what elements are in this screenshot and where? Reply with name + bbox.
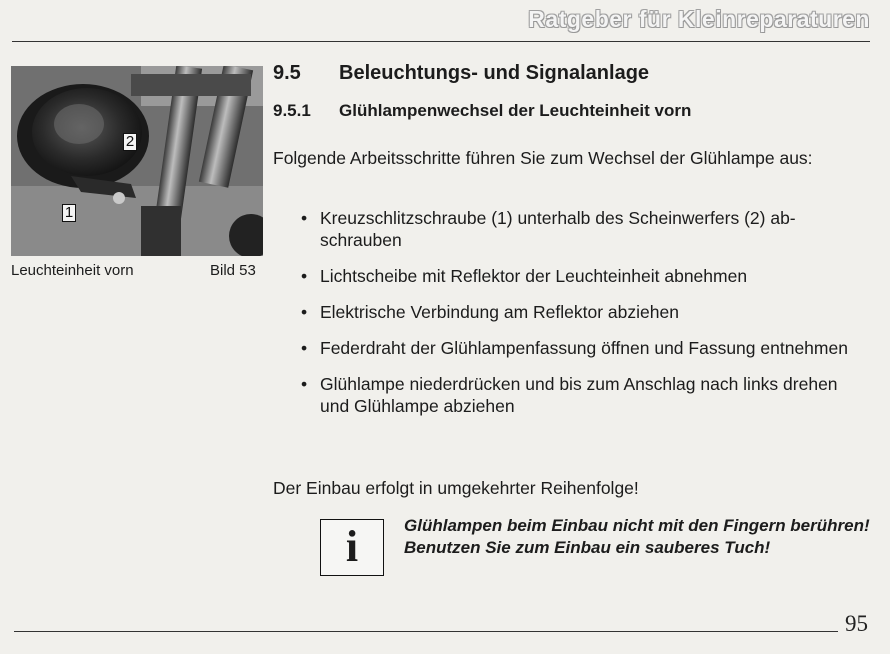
headlight-photo: [11, 66, 263, 256]
bullet-icon: •: [301, 208, 308, 228]
subsection-heading: [273, 101, 691, 121]
warning-note: Glühlampen beim Einbau nicht mit den Fingern berühren! Benutzen Sie zum Einbau ein sauberes Tuch!: [404, 516, 870, 557]
list-item: [298, 337, 870, 359]
step-text: Elektrische Verbindung am Reflektor abziehen: [320, 302, 679, 322]
bullet-icon: •: [301, 338, 308, 358]
list-item: [298, 207, 870, 251]
bullet-icon: •: [301, 374, 308, 394]
header-rule: [12, 41, 870, 42]
headlight-illustration: [11, 66, 263, 256]
running-header: Ratgeber für Kleinreparaturen: [528, 6, 870, 32]
outro-paragraph: Der Einbau erfolgt in umgekehrter Reihenfolge!: [273, 478, 639, 498]
steps-list: [298, 207, 870, 431]
callout-label-2: 2: [123, 133, 137, 151]
step-text: Kreuzschlitzschraube (1) unterhalb des Scheinwerfers (2) ab-schrauben: [320, 208, 796, 250]
section-title: Beleuchtungs- und Signalanlage: [339, 62, 650, 84]
step-text: Federdraht der Glühlampenfassung öffnen und Fassung entnehmen: [320, 338, 848, 358]
section-heading: [273, 62, 649, 85]
callout-label-1: 1: [62, 204, 76, 222]
page-number: 95: [845, 611, 868, 636]
intro-paragraph: Folgende Arbeitsschritte führen Sie zum Wechsel der Glühlampe aus:: [273, 148, 813, 168]
info-icon: [320, 519, 384, 576]
step-text: Lichtscheibe mit Reflektor der Leuchteinheit abnehmen: [320, 266, 748, 286]
subsection-number: 9.5.1: [273, 101, 311, 120]
section-number: 9.5: [273, 62, 301, 84]
list-item: [298, 265, 870, 287]
step-text: Glühlampe niederdrücken und bis zum Anschlag nach links drehen und Glühlampe abziehen: [320, 374, 838, 416]
bullet-icon: •: [301, 302, 308, 322]
figure-number: Bild 53: [210, 262, 256, 279]
list-item: [298, 301, 870, 323]
bullet-icon: •: [301, 266, 308, 286]
footer-rule: [14, 631, 838, 632]
list-item: [298, 373, 870, 417]
info-glyph: i: [345, 522, 359, 571]
figure-caption: Leuchteinheit vorn: [11, 262, 134, 279]
subsection-title: Glühlampenwechsel der Leuchteinheit vorn: [339, 101, 692, 120]
